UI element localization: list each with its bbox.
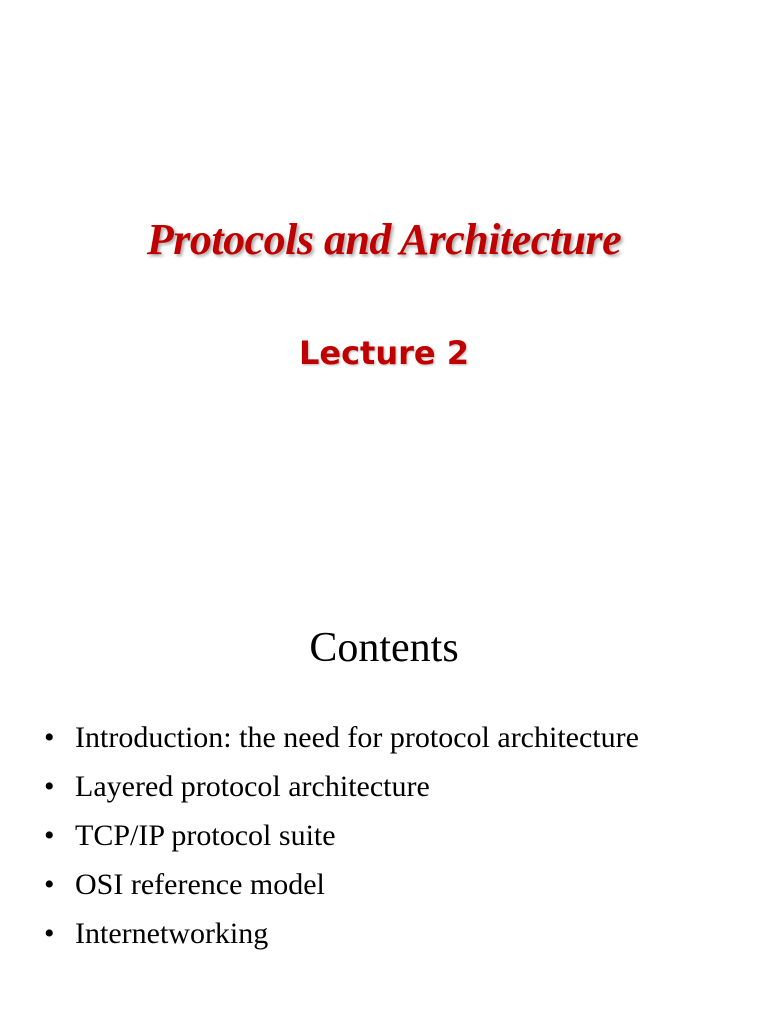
list-item-text: Layered protocol architecture — [75, 770, 430, 803]
slide-subtitle: Lecture 2 — [298, 334, 470, 372]
list-item — [44, 863, 754, 912]
list-item-text: OSI reference model — [75, 868, 325, 901]
bullet-icon: • — [44, 770, 55, 803]
bullet-icon: • — [44, 721, 55, 754]
bullet-icon: • — [44, 819, 55, 852]
list-item-text: Internetworking — [75, 917, 269, 950]
bullet-icon: • — [44, 917, 55, 950]
slide-title: Protocols and Architecture — [146, 215, 622, 264]
bullet-icon: • — [44, 868, 55, 901]
contents-heading: Contents — [309, 625, 459, 671]
list-item-text: Introduction: the need for protocol architecture — [75, 721, 639, 754]
list-item — [44, 765, 754, 814]
contents-slide — [0, 576, 768, 1024]
list-item — [44, 716, 754, 765]
list-item — [44, 814, 754, 863]
list-item — [44, 912, 754, 961]
list-item-text: TCP/IP protocol suite — [75, 819, 336, 852]
contents-list — [44, 716, 754, 961]
